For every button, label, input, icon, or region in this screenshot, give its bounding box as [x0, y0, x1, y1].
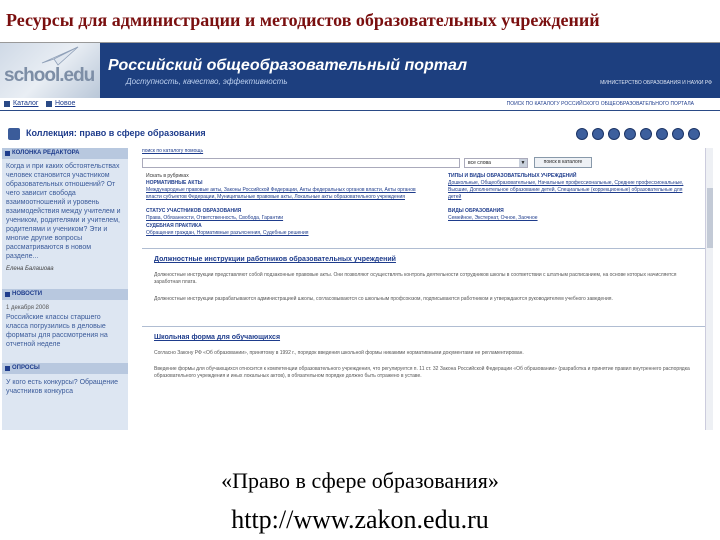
rubric-education-links[interactable]: Семейное, Экстернат, Очное, Заочное — [448, 215, 538, 221]
chevron-down-icon: ▼ — [520, 160, 526, 166]
news-header: НОВОСТИ — [2, 289, 128, 300]
polls-header: ОПРОСЫ — [2, 363, 128, 374]
portal-navbar — [0, 98, 720, 111]
portal-logo: school.edu — [4, 65, 95, 86]
editor-column-text[interactable]: Когда и при каких обстоятельствах человек становится участником образовательных отношений? От чего зависит свобода взаимоотношений и уровень взаимодействия между учителем и учеником, родителями и учителем, родителями и учеником? Эти и многие другие вопросы рассматриваются в новом разделе... — [6, 163, 121, 260]
rubric-status-links[interactable]: Права, Обязанности, Ответственность, Свобода, Гарантии — [146, 215, 284, 221]
rubric-normative-acts[interactable]: НОРМАТИВНЫЕ АКТЫ — [146, 180, 203, 186]
rubric-institution-links[interactable]: Дошкольные, Общеобразовательные, Начальные профессиональные, Средние профессиональные, Высшие, Дополнительное образование детей, Специальные (коррекционные) образовательные для детей — [448, 180, 684, 200]
school-uniform-title[interactable]: Школьная форма для обучающихся — [154, 334, 281, 341]
rubric-education-types[interactable]: ВИДЫ ОБРАЗОВАНИЯ — [448, 208, 504, 214]
search-input[interactable] — [142, 158, 460, 168]
search-catalog-button[interactable]: поиск в каталоге — [534, 157, 592, 168]
portal-screenshot — [0, 42, 720, 430]
rubric-court-links[interactable]: Обращения граждан, Нормативные разъяснения, Судебные решения — [146, 230, 309, 236]
main-content — [142, 148, 712, 430]
search-mode-select[interactable] — [464, 158, 528, 168]
collection-bar — [0, 125, 720, 143]
nav-catalog-link[interactable]: Каталог — [13, 100, 39, 107]
news-item-link[interactable]: Российские классы старшего класса погрузились в деловые форматы для рассмотрения на отчетной неделе — [6, 314, 108, 348]
rubrics-label: Искать в рубриках — [146, 173, 189, 179]
portal-banner — [0, 43, 720, 98]
collection-title: Коллекция: право в сфере образования — [26, 128, 206, 138]
print-icon[interactable] — [608, 128, 620, 140]
job-instructions-text-1: Должностные инструкции представляют собой подзаконные правовые акты. Они позволяют осуществлять контроль деятельности сотрудников школы в соответствии с штатным расписанием, на основе которых начисляется заработная плата. — [154, 272, 677, 285]
left-sidebar — [2, 148, 128, 430]
map-icon[interactable] — [640, 128, 652, 140]
mail-icon[interactable] — [592, 128, 604, 140]
help-icon[interactable] — [624, 128, 636, 140]
new-icon — [46, 101, 52, 107]
school-uniform-text-2: Введение формы для обучающихся относится к компетенции образовательного учреждения, что регулируется п. 11 ст. 32 Закона Российской Федерации «Об образовании» (разработка и принятие правил внутреннего распорядка образовательного учреждения и иных локальных актов), в обязательном порядке должно быть отражено в уставе. — [154, 366, 690, 379]
ministry-label: МИНИСТЕРСТВО ОБРАЗОВАНИЯ И НАУКИ РФ — [600, 80, 712, 86]
slide-url: http://www.zakon.edu.ru — [231, 505, 489, 534]
portal-slogan: Доступность, качество, эффективность — [126, 77, 288, 86]
search-icon[interactable] — [672, 128, 684, 140]
editor-signature: Елена Балашова — [6, 266, 54, 272]
slide-title: Ресурсы для администрации и методистов образовательных учреждений — [6, 10, 600, 30]
portal-name: Российский общеобразовательный портал — [108, 57, 468, 74]
rubric-status[interactable]: СТАТУС УЧАСТНИКОВ ОБРАЗОВАНИЯ — [146, 208, 242, 214]
paper-plane-icon — [40, 45, 80, 67]
rubric-normative-links[interactable]: Международные правовые акты, Законы Российской Федерации, Акты федеральных органов власти, Акты органов власти субъектов Федерации, Муниципальные правовые акты, Локальные акты образовательного учреждения — [146, 187, 416, 200]
rubric-court-practice[interactable]: СУДЕБНАЯ ПРАКТИКА — [146, 223, 202, 229]
job-instructions-text-2: Должностные инструкции разрабатываются администрацией школы, согласовываются со школьным профсоюзом, подписываются работником и утверждаются руководителем учебного заведения. — [154, 296, 613, 302]
search-mode-value: все слова — [468, 160, 491, 166]
polls-link[interactable]: У кого есть конкурсы? Обращение участников конкурса — [6, 379, 119, 395]
slide-caption: «Право в сфере образования» — [221, 468, 499, 493]
nav-new-link[interactable]: Новое — [55, 100, 76, 107]
section-divider — [142, 326, 712, 327]
catalog-icon — [4, 101, 10, 107]
bookmark-icon[interactable] — [656, 128, 668, 140]
scrollbar-thumb[interactable] — [707, 188, 713, 248]
editor-column-header: КОЛОНКА РЕДАКТОРА — [2, 148, 128, 159]
section-divider — [142, 248, 712, 249]
school-uniform-text-1: Согласно Закону РФ «Об образовании», принятому в 1992 г., порядок введения школьной формы никакими нормативными документами не регламентирован. — [154, 350, 524, 356]
nav-search-catalog-link[interactable]: ПОИСК ПО КАТАЛОГУ РОССИЙСКОГО ОБЩЕОБРАЗОВАТЕЛЬНОГО ПОРТАЛА — [506, 101, 694, 107]
home-icon[interactable] — [576, 128, 588, 140]
page-scrollbar[interactable] — [705, 148, 713, 430]
rubric-institution-types[interactable]: ТИПЫ И ВИДЫ ОБРАЗОВАТЕЛЬНЫХ УЧРЕЖДЕНИЙ — [448, 173, 577, 179]
logo-area[interactable] — [0, 43, 100, 98]
collection-icon — [8, 128, 20, 140]
news-date: 1 декабря 2008 — [6, 305, 49, 311]
job-instructions-title[interactable]: Должностные инструкции работников образовательных учреждений — [154, 256, 396, 263]
settings-icon[interactable] — [688, 128, 700, 140]
search-help-links[interactable]: поиск по каталогу помощь — [142, 148, 204, 154]
